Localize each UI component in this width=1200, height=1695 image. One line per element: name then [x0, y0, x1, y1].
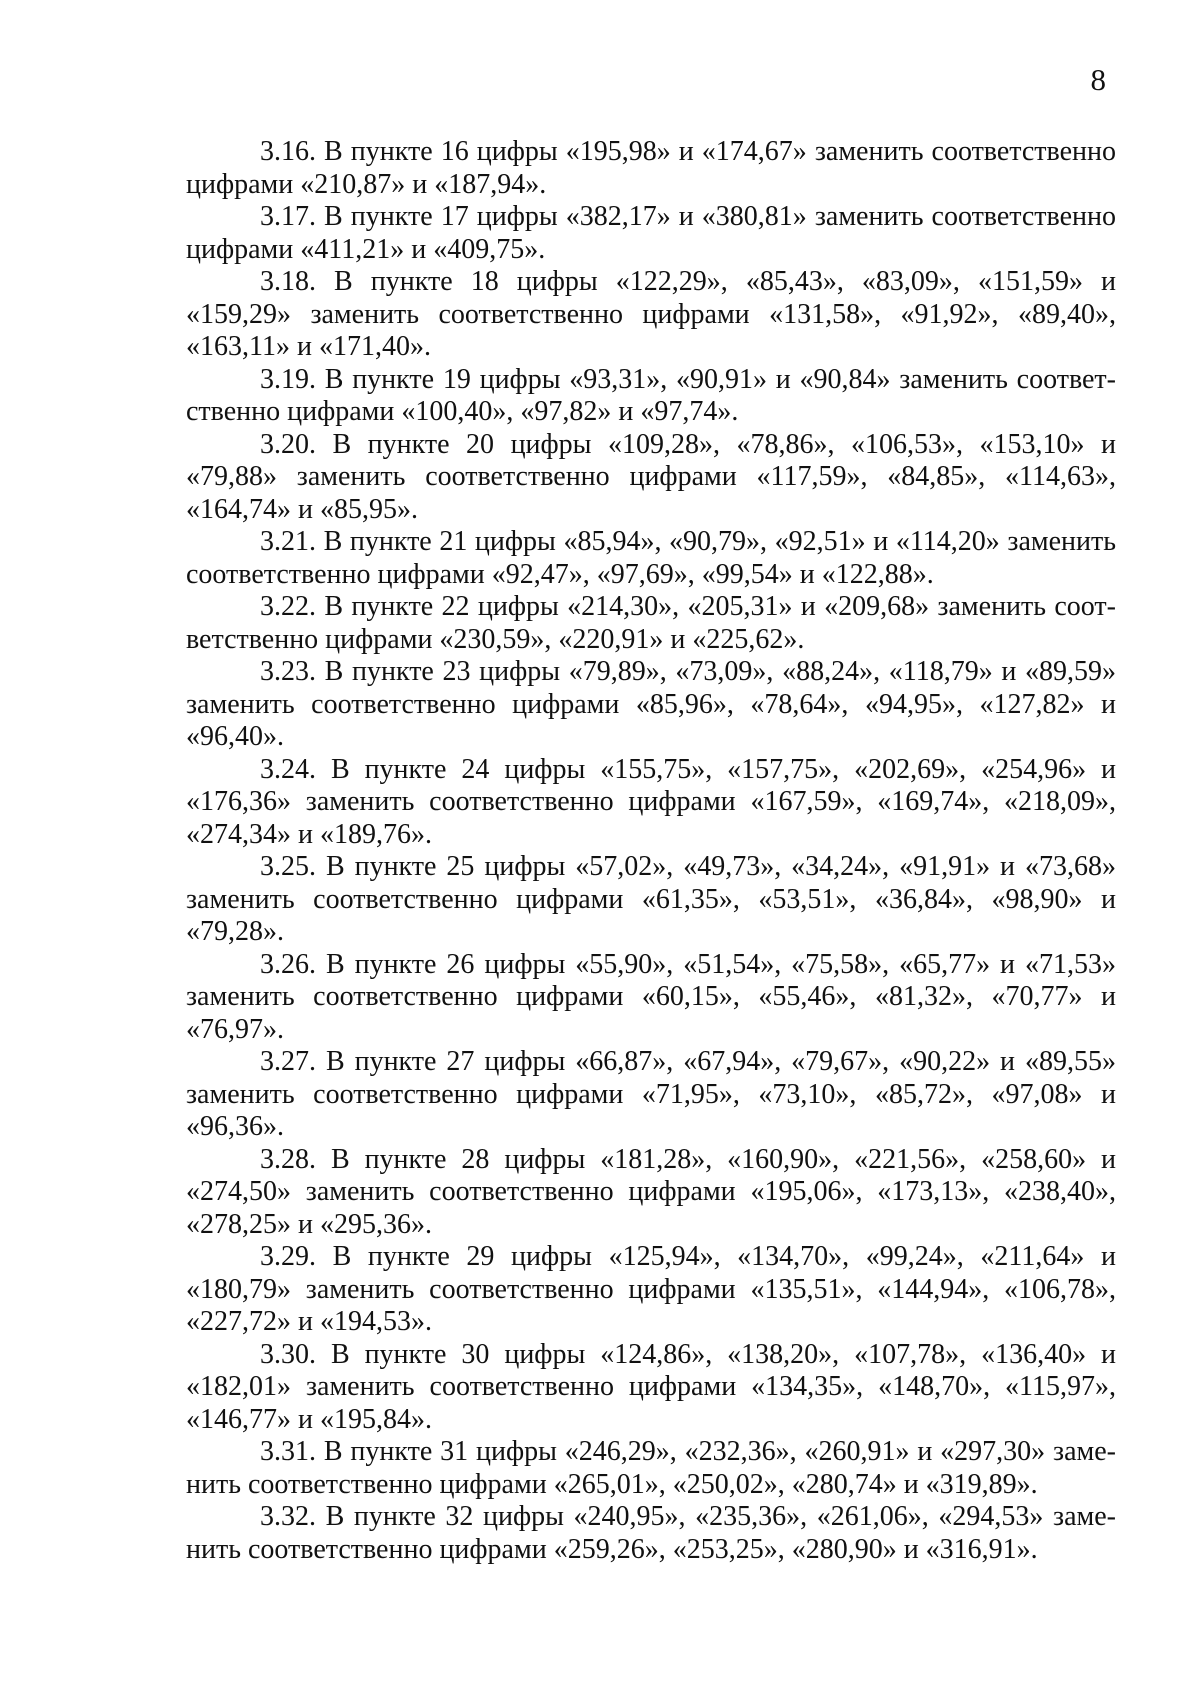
paragraph-3-25: 3.25. В пункте 25 цифры «57,02», «49,73», «34,24», «91,91» и «73,68» заменить соответственно цифрами «61,35», «53,51», «36,84», «98,90» и «79,28». [186, 851, 1116, 947]
paragraph-3-20: 3.20. В пункте 20 цифры «109,28», «78,86», «106,53», «153,10» и «79,88» заменить соответственно цифрами «117,59», «84,85», «114,63», «164,74» и «85,95». [186, 428, 1116, 525]
paragraph-3-21: 3.21. В пункте 21 цифры «85,94», «90,79», «92,51» и «114,20» заменить соответственно цифрами «92,47», «97,69», «99,54» и «122,88». [186, 526, 1116, 590]
paragraph-3-27: 3.27. В пункте 27 цифры «66,87», «67,94», «79,67», «90,22» и «89,55» заменить соответственно цифрами «71,95», «73,10», «85,72», «97,08» и «96,36». [186, 1046, 1116, 1142]
paragraph-3-17: 3.17. В пункте 17 цифры «382,17» и «380,81» заменить соответственно цифрами «411,21» и «409,75». [186, 201, 1116, 265]
paragraph-3-26: 3.26. В пункте 26 цифры «55,90», «51,54», «75,58», «65,77» и «71,53» заменить соответственно цифрами «60,15», «55,46», «81,32», «70,77» и «76,97». [186, 948, 1116, 1045]
paragraph-3-31: 3.31. В пункте 31 цифры «246,29», «232,36», «260,91» и «297,30» заменить соответственно цифрами «265,01», «250,02», «280,74» и «319,89». [186, 1436, 1116, 1500]
page-number: 8 [1090, 62, 1106, 97]
paragraph-3-22: 3.22. В пункте 22 цифры «214,30», «205,31» и «209,68» заменить соответственно цифрами «230,59», «220,91» и «225,62». [186, 591, 1116, 655]
paragraph-3-23: 3.23. В пункте 23 цифры «79,89», «73,09», «88,24», «118,79» и «89,59» заменить соответственно цифрами «85,96», «78,64», «94,95», «127,82» и «96,40». [186, 656, 1116, 752]
document-body [186, 136, 1116, 1566]
paragraph-3-19: 3.19. В пункте 19 цифры «93,31», «90,91» и «90,84» заменить соответственно цифрами «100,40», «97,82» и «97,74». [186, 363, 1116, 427]
paragraph-3-30: 3.30. В пункте 30 цифры «124,86», «138,20», «107,78», «136,40» и «182,01» заменить соответственно цифрами «134,35», «148,70», «115,97», «146,77» и «195,84». [186, 1338, 1116, 1435]
paragraph-3-18: 3.18. В пункте 18 цифры «122,29», «85,43», «83,09», «151,59» и «159,29» заменить соответственно цифрами «131,58», «91,92», «89,40», «163,11» и «171,40». [186, 266, 1116, 362]
paragraph-3-24: 3.24. В пункте 24 цифры «155,75», «157,75», «202,69», «254,96» и «176,36» заменить соответственно цифрами «167,59», «169,74», «218,09», «274,34» и «189,76». [186, 753, 1116, 850]
paragraph-3-32: 3.32. В пункте 32 цифры «240,95», «235,36», «261,06», «294,53» заменить соответственно цифрами «259,26», «253,25», «280,90» и «316,91». [186, 1501, 1116, 1565]
paragraph-3-16: 3.16. В пункте 16 цифры «195,98» и «174,67» заменить соответственно цифрами «210,87» и «187,94». [186, 136, 1116, 200]
paragraph-3-28: 3.28. В пункте 28 цифры «181,28», «160,90», «221,56», «258,60» и «274,50» заменить соответственно цифрами «195,06», «173,13», «238,40», «278,25» и «295,36». [186, 1143, 1116, 1240]
paragraph-3-29: 3.29. В пункте 29 цифры «125,94», «134,70», «99,24», «211,64» и «180,79» заменить соответственно цифрами «135,51», «144,94», «106,78», «227,72» и «194,53». [186, 1241, 1116, 1337]
